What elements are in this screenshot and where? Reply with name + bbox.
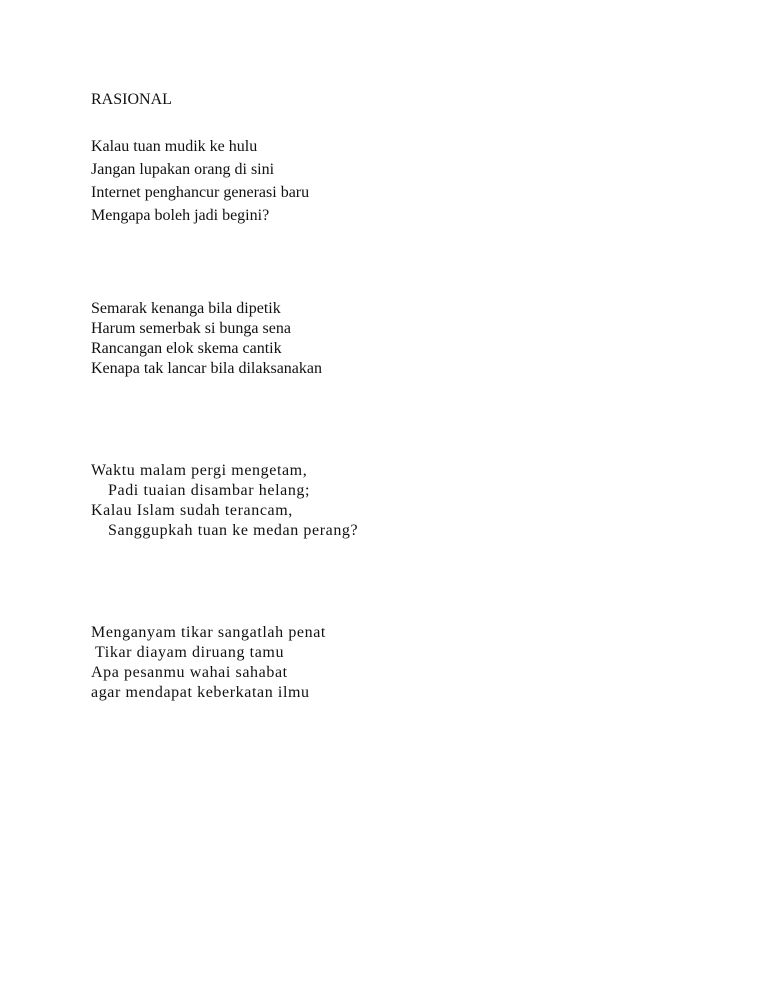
- stanza-line: Waktu malam pergi mengetam,: [91, 462, 308, 479]
- stanza-line: Sanggupkah tuan ke medan perang?: [108, 522, 359, 539]
- stanza-line: Internet penghancur generasi baru: [91, 184, 310, 201]
- stanza-line: Tikar diayam diruang tamu: [95, 644, 285, 661]
- stanza-line: agar mendapat keberkatan ilmu: [91, 684, 310, 701]
- stanza-line: Jangan lupakan orang di sini: [91, 161, 275, 178]
- stanza-line: Menganyam tikar sangatlah penat: [91, 624, 326, 641]
- stanza-line: Harum semerbak si bunga sena: [91, 320, 291, 337]
- stanza-line: Rancangan elok skema cantik: [91, 340, 282, 357]
- stanza-line: Apa pesanmu wahai sahabat: [91, 664, 288, 681]
- stanza-line: Semarak kenanga bila dipetik: [91, 300, 281, 317]
- stanza-line: Mengapa boleh jadi begini?: [91, 207, 270, 224]
- page-title: RASIONAL: [91, 91, 172, 108]
- stanza-line: Kalau Islam sudah terancam,: [91, 502, 293, 519]
- stanza-line: Padi tuaian disambar helang;: [108, 482, 311, 499]
- stanza-line: Kenapa tak lancar bila dilaksanakan: [91, 360, 322, 377]
- stanza-line: Kalau tuan mudik ke hulu: [91, 138, 258, 155]
